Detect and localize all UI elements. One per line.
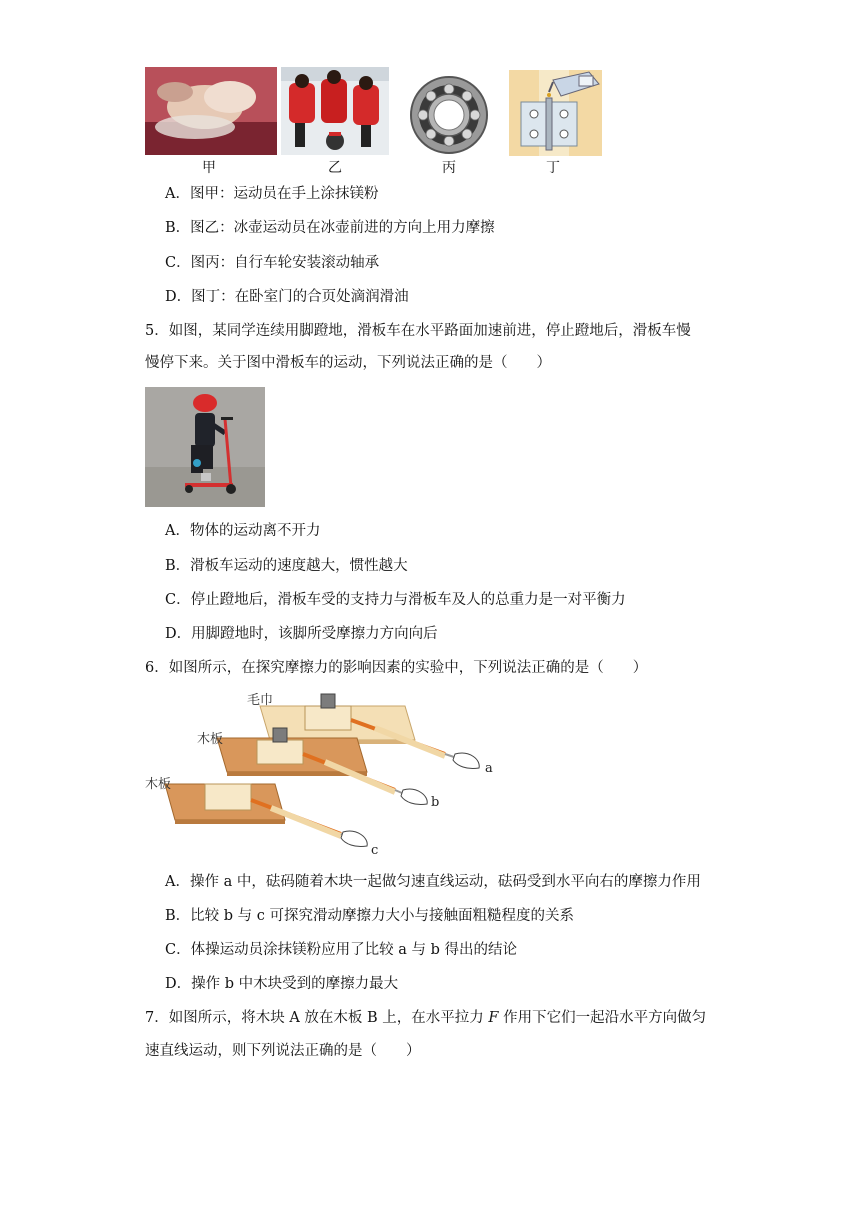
caption-jia: 甲 <box>202 160 216 176</box>
label-c: c <box>371 843 379 858</box>
q7-stem-post: 作用下它们一起沿水平方向做匀 <box>498 1010 707 1026</box>
q4-option-d: D．图丁：在卧室门的合页处滴润滑油 <box>165 289 409 305</box>
q7-stem-line1 <box>145 1008 706 1028</box>
q6-stem: 6．如图所示，在探究摩擦力的影响因素的实验中，下列说法正确的是（ ） <box>145 660 648 676</box>
caption-yi: 乙 <box>328 160 342 176</box>
q5-stem-line1: 5．如图，某同学连续用脚蹬地，滑板车在水平路面加速前进，停止蹬地后，滑板车慢 <box>145 323 691 339</box>
image-child-scooter <box>145 387 265 507</box>
q6-option-a: A．操作 a 中，砝码随着木块一起做匀速直线运动，砝码受到水平向右的摩擦力作用 <box>165 874 701 890</box>
q5-stem-line2: 慢停下来。关于图中滑板车的运动，下列说法正确的是（ ） <box>145 355 551 371</box>
q4-option-b: B．图乙：冰壶运动员在冰壶前进的方向上用力摩擦 <box>165 220 495 236</box>
q5-option-d: D．用脚蹬地时，该脚所受摩擦力方向向后 <box>165 626 438 642</box>
label-board-1: 木板 <box>197 732 224 747</box>
q7-stem-pre: 7．如图所示，将木块 A 放在木板 B 上，在水平拉力 <box>145 1010 489 1026</box>
q5-option-c: C．停止蹬地后，滑板车受的支持力与滑板车及人的总重力是一对平衡力 <box>165 592 626 608</box>
image-bing-bearing <box>405 75 493 155</box>
label-board-2: 木板 <box>145 777 172 792</box>
q6-option-d: D．操作 b 中木块受到的摩擦力最大 <box>165 976 399 992</box>
label-towel: 毛巾 <box>247 693 274 708</box>
q6-option-c: C．体操运动员涂抹镁粉应用了比较 a 与 b 得出的结论 <box>165 942 517 958</box>
friction-experiment-figure <box>145 688 505 858</box>
image-ding-hinge-oil <box>509 70 602 156</box>
image-yi-curling <box>281 67 389 155</box>
caption-ding: 丁 <box>546 160 560 176</box>
q4-option-c: C．图丙：自行车轮安装滚动轴承 <box>165 255 380 271</box>
image-jia-hands-chalk <box>145 67 277 155</box>
q4-option-a: A．图甲：运动员在手上涂抹镁粉 <box>165 186 379 202</box>
label-b: b <box>431 795 440 810</box>
q7-stem-line2: 速直线运动，则下列说法正确的是（ ） <box>145 1043 421 1059</box>
q7-force-var: F <box>488 1010 499 1026</box>
q6-option-b: B．比较 b 与 c 可探究滑动摩擦力大小与接触面粗糙程度的关系 <box>165 908 574 924</box>
label-a: a <box>485 761 493 776</box>
q5-option-b: B．滑板车运动的速度越大，惯性越大 <box>165 558 408 574</box>
caption-bing: 丙 <box>442 160 456 176</box>
q5-option-a: A．物体的运动离不开力 <box>165 523 321 539</box>
